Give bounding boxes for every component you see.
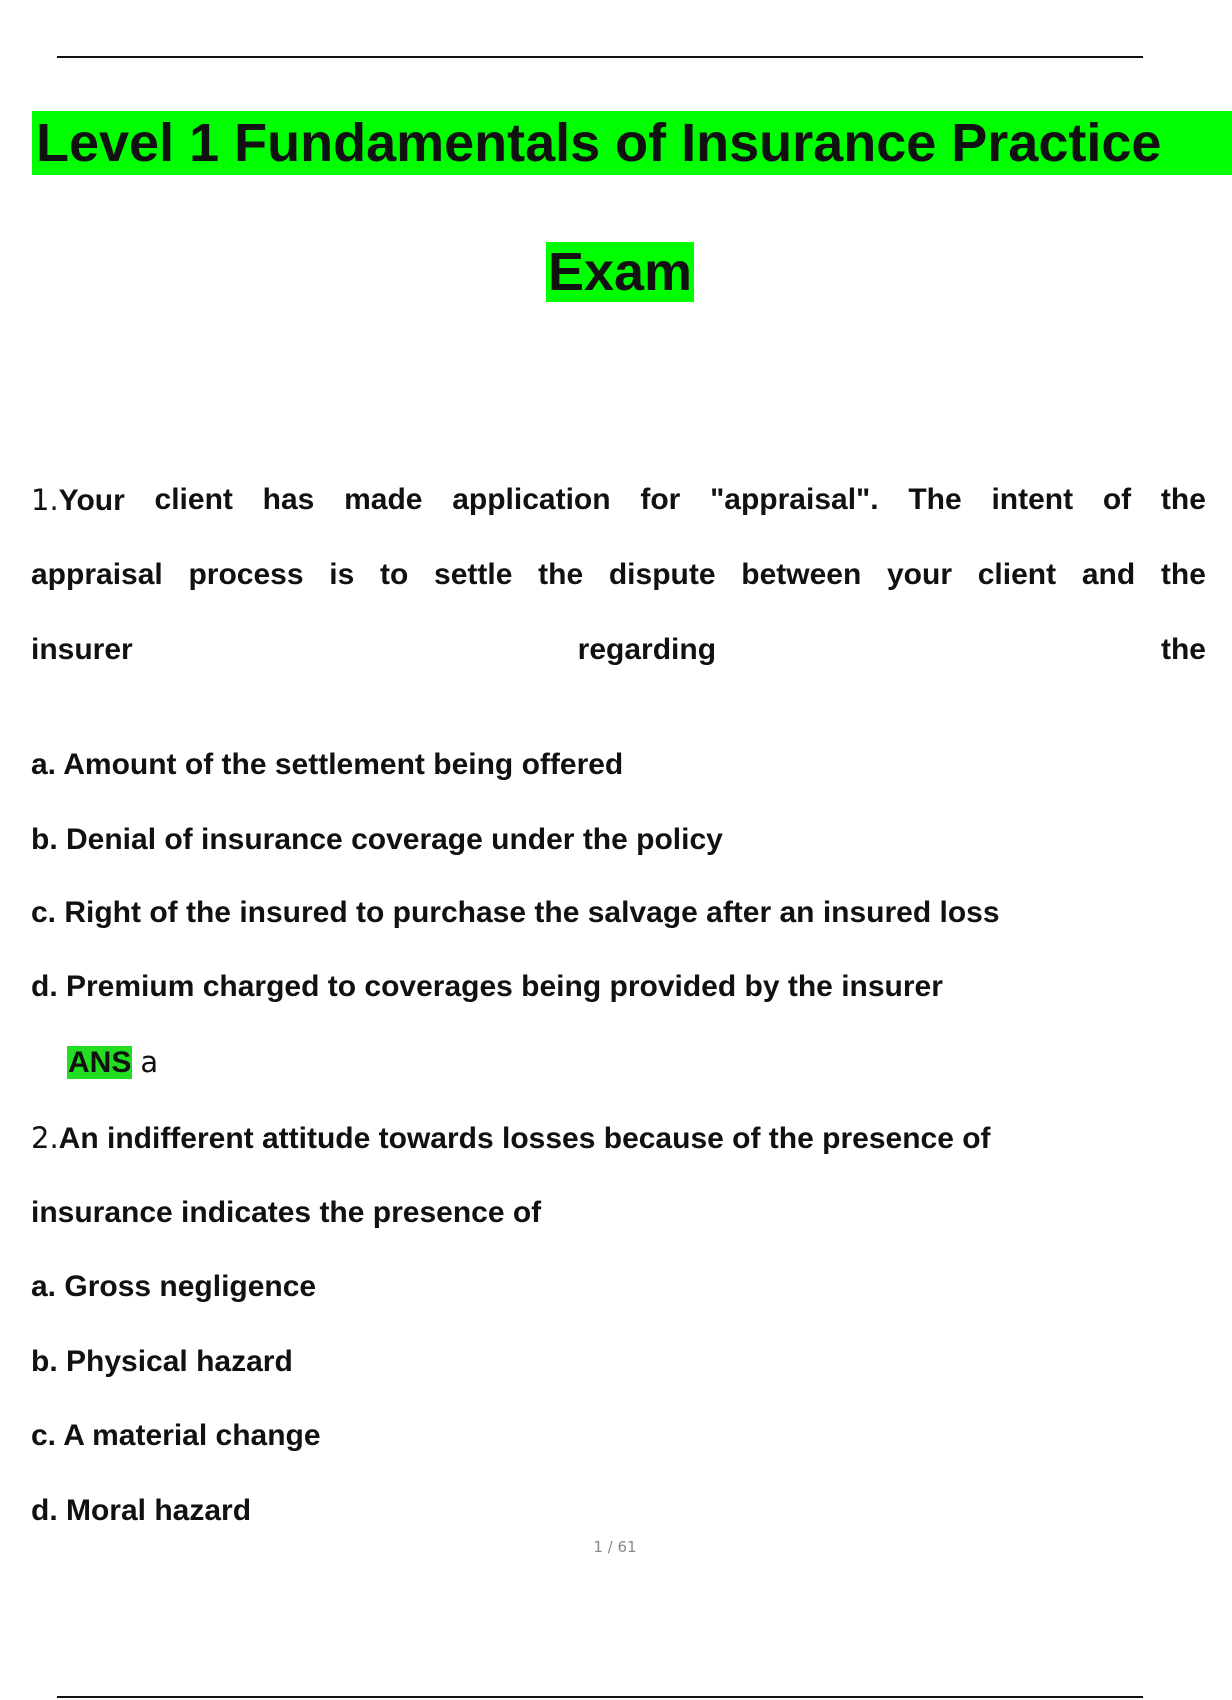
question-word: intent <box>991 483 1074 516</box>
question-2-option-c: c. A material change <box>31 1419 321 1452</box>
question-word: is <box>329 558 355 591</box>
document-title-line-1 <box>32 111 1200 175</box>
question-1-option-d: d. Premium charged to coverages being provided by the insurer <box>31 970 943 1003</box>
question-word: of <box>1102 483 1132 516</box>
question-2-line-1 <box>31 1118 991 1159</box>
title-highlight: Level 1 Fundamentals of Insurance Practice <box>32 111 1232 175</box>
question-word: insurer <box>31 633 133 666</box>
question-word: the <box>1160 483 1206 516</box>
question-word: appraisal <box>31 558 163 591</box>
document-title-line-2 <box>0 240 1200 304</box>
question-1-line-3 <box>31 630 1206 670</box>
answer-label: ANS <box>68 1046 132 1079</box>
question-word: process <box>188 558 304 591</box>
question-word: The <box>908 483 962 516</box>
question-1-answer <box>67 1042 158 1083</box>
question-word: has <box>262 483 315 516</box>
answer-value: a <box>140 1045 159 1079</box>
question-number: 2. <box>31 1121 59 1155</box>
question-word: made <box>344 483 423 516</box>
question-word: and <box>1081 558 1136 591</box>
question-1-line-1-first <box>31 480 125 521</box>
question-word: regarding <box>577 633 717 666</box>
question-word: application <box>452 483 611 516</box>
question-word: to <box>380 558 409 591</box>
question-2-option-a: a. Gross negligence <box>31 1270 317 1303</box>
question-2-option-b: b. Physical hazard <box>31 1345 293 1378</box>
question-word: client <box>154 483 233 516</box>
question-word: the <box>1160 558 1206 591</box>
question-number: 1. <box>31 483 59 517</box>
question-word: dispute <box>608 558 716 591</box>
question-word: between <box>741 558 862 591</box>
question-word: client <box>977 558 1057 591</box>
title-highlight: Exam <box>547 242 693 302</box>
question-1-option-b: b. Denial of insurance coverage under the policy <box>31 823 723 856</box>
question-2-line-2: insurance indicates the presence of <box>31 1196 542 1229</box>
question-word: settle <box>434 558 513 591</box>
question-word: for <box>640 483 681 516</box>
question-1-line-2 <box>31 555 1206 595</box>
question-text: An indifferent attitude towards losses because of the presence of <box>58 1122 991 1155</box>
question-word: the <box>1160 633 1206 666</box>
question-1-option-c: c. Right of the insured to purchase the salvage after an insured loss <box>31 896 1000 929</box>
question-word: your <box>887 558 953 591</box>
question-word: the <box>538 558 584 591</box>
question-2-option-d: d. Moral hazard <box>31 1494 252 1527</box>
question-word: Your <box>58 484 125 517</box>
question-word: "appraisal". <box>710 483 879 516</box>
question-1-line-1 <box>31 480 1206 521</box>
question-1-option-a: a. Amount of the settlement being offered <box>31 748 624 781</box>
bottom-rule <box>57 1696 1143 1698</box>
page-indicator: 1 / 61 <box>593 1538 637 1556</box>
top-rule <box>57 56 1143 58</box>
